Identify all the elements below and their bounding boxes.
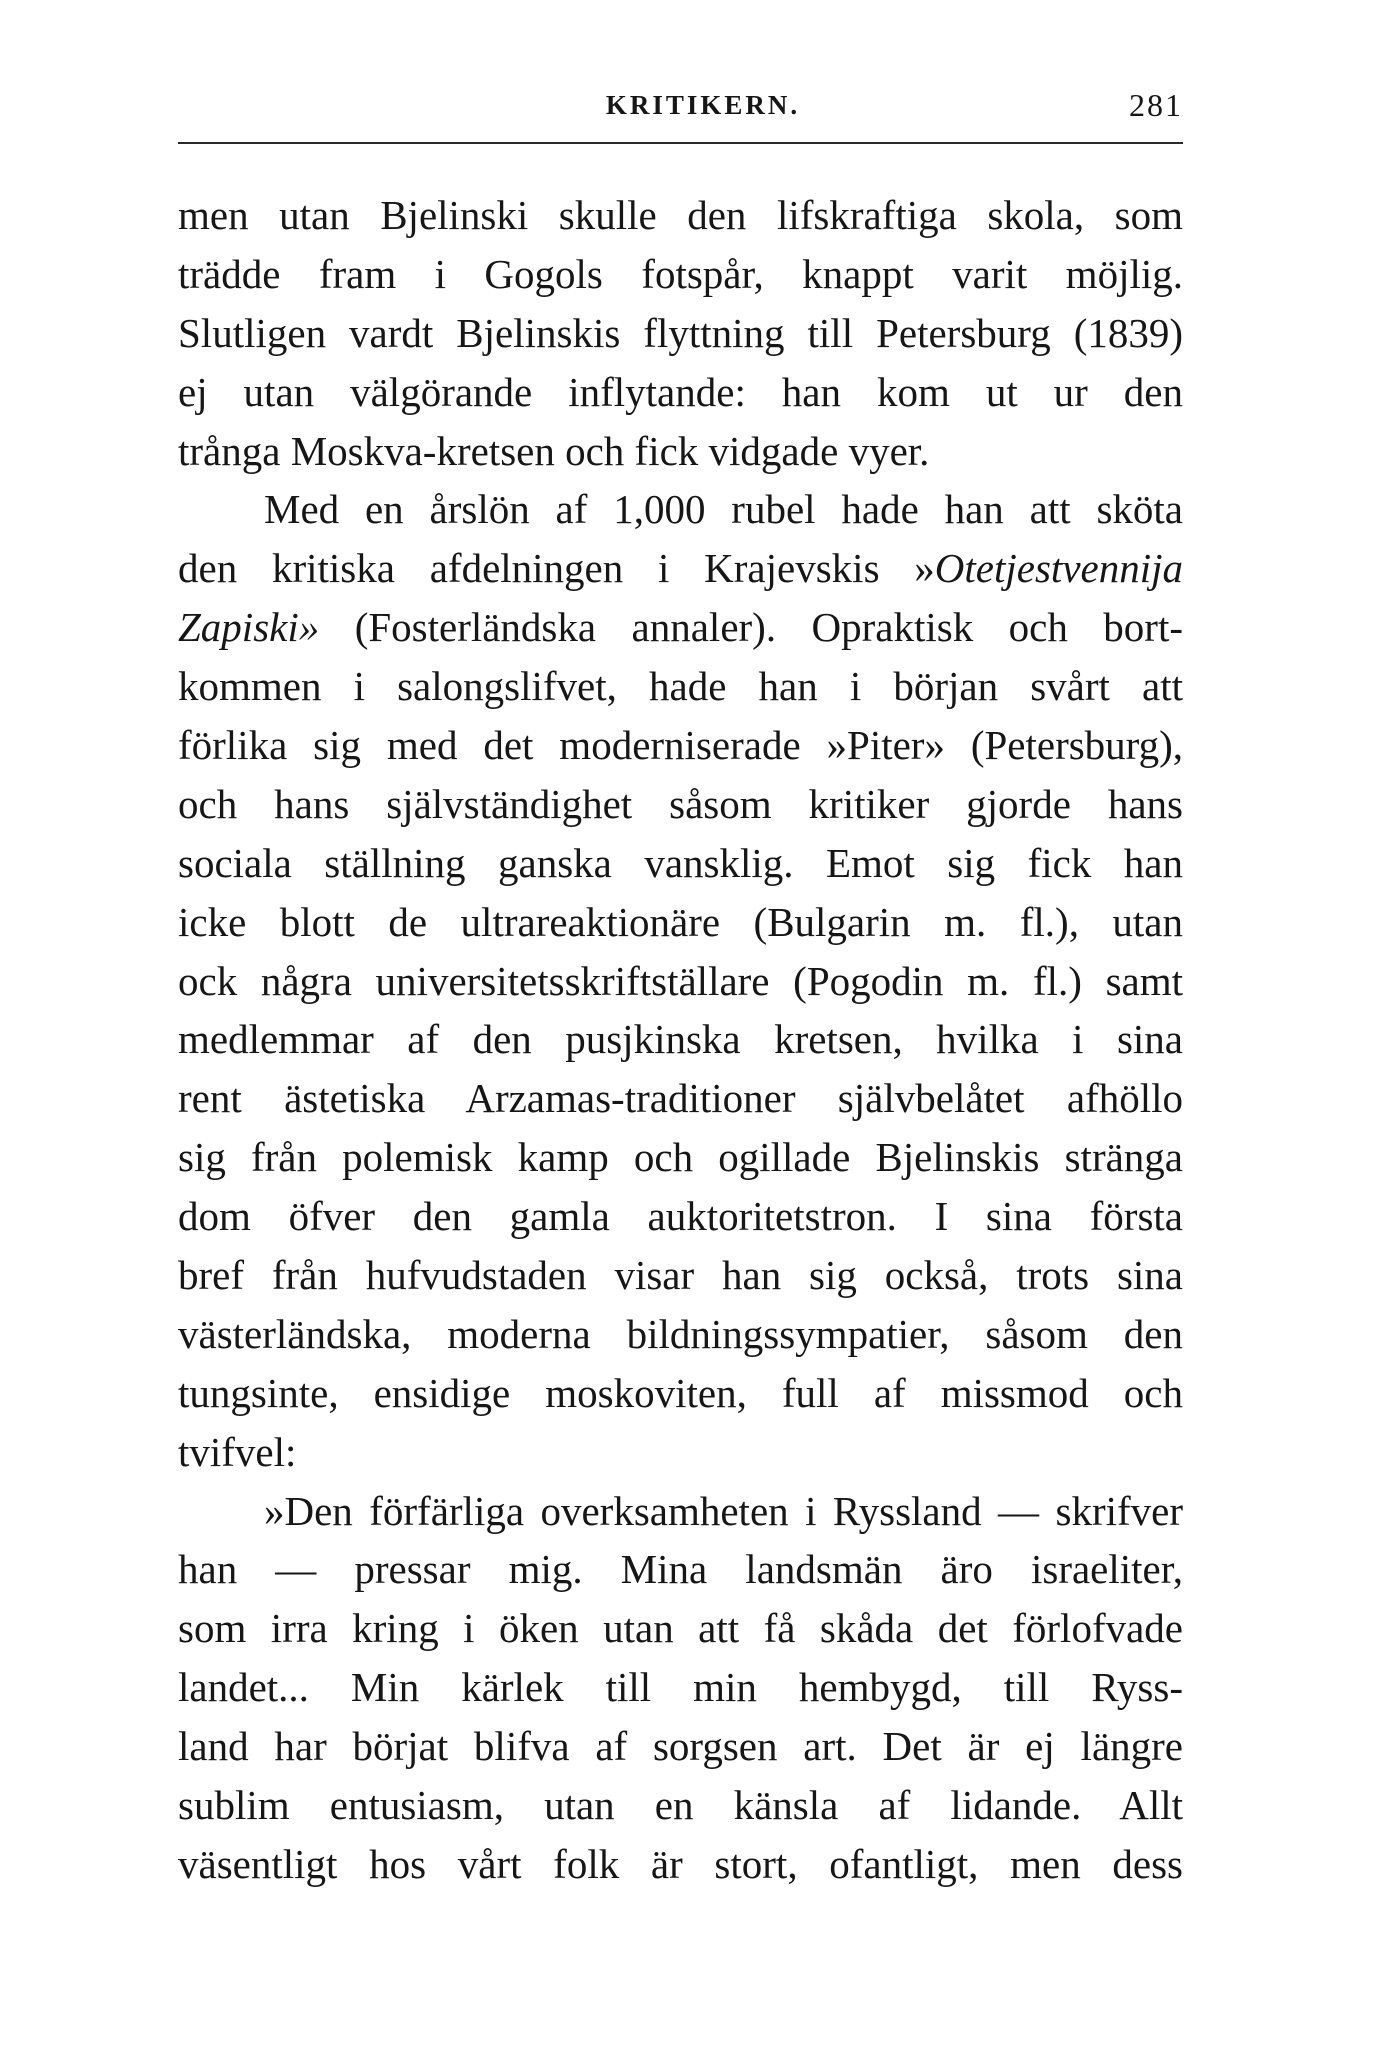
- text-line: sublim entusiasm, utan en känsla af lidande. Allt: [178, 1782, 1183, 1829]
- text-line: dom öfver den gamla auktoritetstron. I sina första: [178, 1193, 1183, 1240]
- text-line: men utan Bjelinski skulle den lifskraftiga skola, som: [178, 192, 1183, 238]
- journal-title-cont: Zapiski»: [178, 604, 320, 651]
- text-line: landet... Min kärlek till min hembygd, till Ryss-: [178, 1664, 1183, 1711]
- running-head: [178, 80, 1183, 130]
- text-line: Slutligen vardt Bjelinskis flyttning till Petersburg (1839): [178, 309, 1183, 356]
- body-text: [178, 186, 1183, 1894]
- text-line: Med en årslön af 1,000 rubel hade han att sköta: [264, 486, 1183, 533]
- text-line: trånga Moskva-kretsen och fick vidgade vyer.: [178, 427, 930, 474]
- text-line: han — pressar mig. Mina landsmän äro israeliter,: [178, 1546, 1183, 1593]
- text-line: kommen i salongslifvet, hade han i början svårt att: [178, 663, 1183, 710]
- text-line: »Den förfärliga overksamheten i Ryssland — skrifver: [264, 1487, 1183, 1534]
- text-line: icke blott de ultrareaktionäre (Bulgarin m. fl.), utan: [178, 898, 1183, 945]
- text-line: sig från polemisk kamp och ogillade Bjelinskis stränga: [178, 1134, 1183, 1181]
- text-line: Zapiski» (Fosterländska annaler). Opraktisk och bort-: [178, 604, 1183, 651]
- text-line: som irra kring i öken utan att få skåda det förlofvade: [178, 1605, 1183, 1652]
- text-line: ock några universitetsskriftställare (Pogodin m. fl.) samt: [178, 957, 1183, 1004]
- text-line: medlemmar af den pusjkinska kretsen, hvilka i sina: [178, 1016, 1183, 1063]
- text-line: land har börjat blifva af sorgsen art. Det är ej längre: [178, 1723, 1183, 1770]
- text-line: ej utan välgörande inflytande: han kom ut ur den: [178, 368, 1183, 415]
- text-line: tungsinte, ensidige moskoviten, full af missmod och: [178, 1369, 1183, 1416]
- text-line: trädde fram i Gogols fotspår, knappt varit möjlig.: [178, 250, 1183, 297]
- text-line: förlika sig med det moderniserade »Piter» (Petersburg),: [178, 722, 1183, 769]
- text-line: sociala ställning ganska vansklig. Emot sig fick han: [178, 839, 1183, 886]
- text-line: väsentligt hos vårt folk är stort, ofantligt, men dess: [178, 1840, 1183, 1887]
- text-line: och hans självständighet såsom kritiker gjorde hans: [178, 780, 1183, 827]
- journal-title: Otetjestvennija: [934, 545, 1183, 592]
- page-number: 281: [1129, 87, 1183, 123]
- header-rule: [178, 142, 1183, 144]
- text-line: västerländska, moderna bildningssympatier, såsom den: [178, 1310, 1183, 1357]
- text-line: den kritiska afdelningen i Krajevskis »Otetjestvennija: [178, 545, 1183, 592]
- text-line: tvifvel:: [178, 1428, 297, 1475]
- text-line: rent ästetiska Arzamas-traditioner självbelåtet afhöllo: [178, 1075, 1183, 1122]
- running-title: KRITIKERN.: [605, 90, 801, 120]
- text-line: bref från hufvudstaden visar han sig också, trots sina: [178, 1252, 1183, 1299]
